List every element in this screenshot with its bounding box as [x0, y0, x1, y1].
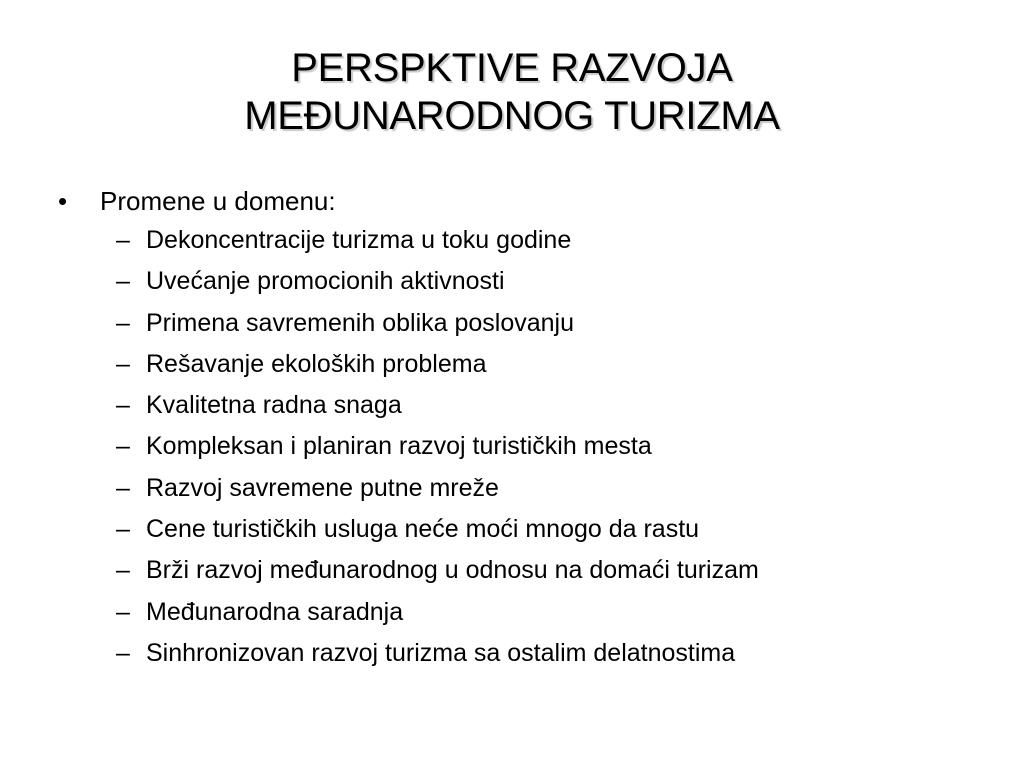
title-line-2: MEĐUNARODNOG TURIZMA — [244, 94, 780, 138]
sub-bullet-item — [116, 553, 998, 594]
bullet-marker: • — [58, 186, 68, 216]
dash-marker: – — [116, 556, 130, 585]
title-line-1: PERSPKTIVE RAZVOJA — [291, 46, 733, 90]
dash-marker: – — [116, 267, 130, 296]
dash-marker: – — [116, 226, 130, 254]
sub-bullet-item — [116, 388, 998, 429]
sub-bullet-text: Brži razvoj međunarodnog u odnosu na domaći turizam — [146, 556, 759, 585]
sub-bullet-text: Uvećanje promocionih aktivnosti — [146, 267, 505, 296]
sub-bullet-item — [116, 347, 998, 388]
main-bullet-text: Promene u domenu: — [100, 186, 336, 216]
dash-marker: – — [116, 515, 130, 544]
sub-bullet-text: Rešavanje ekoloških problema — [146, 349, 487, 378]
sub-bullet-text: Međunarodna saradnja — [146, 597, 404, 626]
sub-bullet-text: Kompleksan i planiran razvoj turističkih mesta — [146, 432, 652, 461]
sub-bullet-item — [116, 471, 998, 512]
sub-bullet-item — [116, 429, 998, 470]
sub-bullet-item — [116, 595, 998, 636]
sub-bullet-item — [116, 636, 998, 677]
dash-marker: – — [116, 638, 130, 667]
slide-title — [0, 44, 1024, 140]
dash-marker: – — [116, 473, 130, 502]
main-bullet-item — [58, 182, 998, 220]
sub-bullet-text: Razvoj savremene putne mreže — [146, 473, 499, 502]
sub-bullet-text: Primena savremenih oblika poslovanju — [146, 308, 575, 337]
dash-marker: – — [116, 308, 130, 337]
sub-bullet-text: Dekoncentracije turizma u toku godine — [146, 226, 572, 254]
dash-marker: – — [116, 432, 130, 461]
dash-marker: – — [116, 349, 130, 378]
sub-bullet-item — [116, 512, 998, 553]
sub-bullet-item — [116, 306, 998, 347]
sub-bullet-text: Kvalitetna radna snaga — [146, 391, 402, 420]
slide-content — [58, 182, 998, 677]
dash-marker: – — [116, 597, 130, 626]
sub-bullet-text: Cene turističkih usluga neće moći mnogo da rastu — [146, 515, 700, 544]
sub-bullet-list — [58, 223, 998, 677]
dash-marker: – — [116, 391, 130, 420]
sub-bullet-item — [116, 264, 998, 305]
sub-bullet-text: Sinhronizovan razvoj turizma sa ostalim delatnostima — [146, 638, 736, 667]
sub-bullet-item — [116, 223, 998, 264]
